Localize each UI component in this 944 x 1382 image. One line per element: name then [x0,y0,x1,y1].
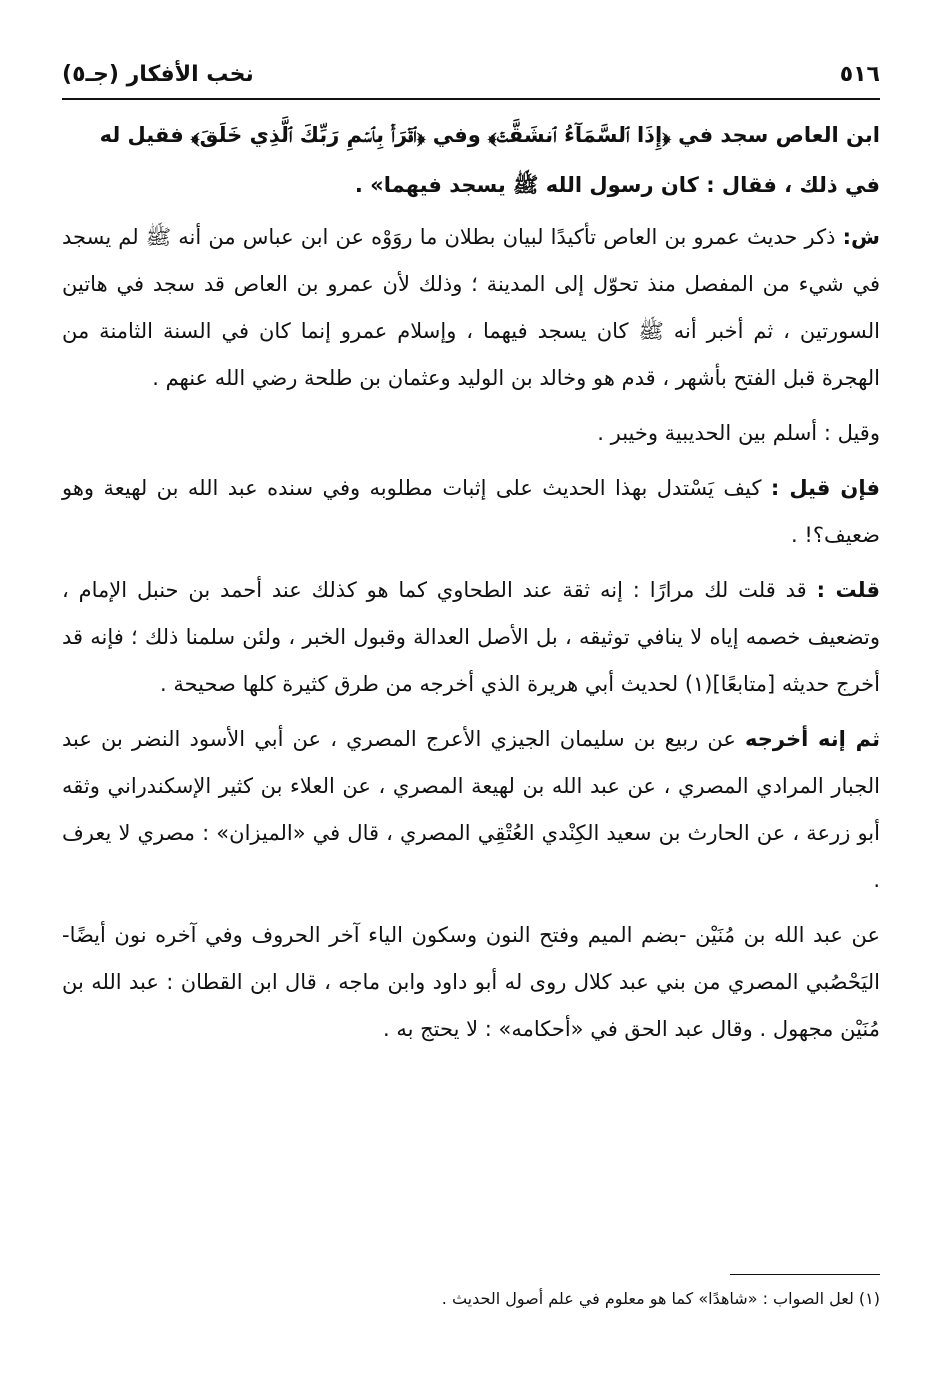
paragraph-text: عن عبد الله بن مُنَيْن -بضم الميم وفتح النون وسكون الياء آخر الحروف وفي آخره نون أيضًا- اليَحْصُبي المصري من بني عبد كلال روى له أبو داود وابن ماجه ، قال ابن القطان : عبد الله بن مُنَيْن مجهول . وقال عبد الحق في «أحكامه» : لا يحتج به . [62,923,880,1041]
paragraph-lead: ثم إنه أخرجه [745,727,880,751]
footnote: (١) لعل الصواب : «شاهدًا» كما هو معلوم في علم أصول الحديث . [441,1289,880,1308]
paragraph-text: عن ربيع بن سليمان الجيزي الأعرج المصري ، عن أبي الأسود النضر بن عبد الجبار المرادي المصري ، عن عبد الله بن لهيعة المصري ، عن العلاء بن كثير الإسكندراني وثقه أبو زرعة ، عن الحارث بن سعيد الكِنْدي العُتْقِي المصري ، قال في «الميزان» : مصري لا يعرف . [62,727,880,892]
document-page [62,62,880,1362]
paragraph-7 [62,912,880,1053]
paragraph-lead: ش: [842,225,880,249]
paragraph-3 [62,410,880,457]
page-number: ٥١٦ [839,62,880,87]
paragraph-2 [62,214,880,402]
paragraph-text: ابن العاص سجد في ﴿إِذَا ٱلسَّمَآءُ ٱنشَقَّتۡ﴾ وفي ﴿ٱقۡرَأۡ بِٱسۡمِ رَبِّكَ ٱلَّذِي خَلَقَ﴾ فقيل له في ذلك ، فقال : كان رسول الله ﷺ يسجد فيهما» . [99,123,880,197]
footnote-rule [730,1274,880,1275]
page-header [62,62,880,98]
book-title: نخب الأفكار (جـ٥) [62,62,254,87]
paragraph-lead: فإن قيل : [770,476,880,500]
paragraph-6 [62,716,880,904]
paragraph-lead: قلت : [816,578,881,602]
paragraph-text: وقيل : أسلم بين الحديبية وخيبر . [597,421,880,445]
paragraph-text: كيف يَسْتدل بهذا الحديث على إثبات مطلوبه وفي سنده عبد الله بن لهيعة وهو ضعيف؟! . [62,476,880,547]
paragraph-text: قد قلت لك مرارًا : إنه ثقة عند الطحاوي كما هو كذلك عند أحمد بن حنبل الإمام ، وتضعيف خصمه إياه لا ينافي توثيقه ، بل الأصل العدالة وقبول الخبر ، ولئن سلمنا ذلك ؛ فإنه قد أخرج حديثه [متابعًا](١) لحديث أبي هريرة الذي أخرجه من طرق كثيرة كلها صحيحة . [62,578,880,696]
paragraph-5 [62,567,880,708]
header-rule [62,98,880,100]
paragraph-1 [62,110,880,210]
paragraph-text: ذكر حديث عمرو بن العاص تأكيدًا لبيان بطلان ما روَوْه عن ابن عباس من أنه ﷺ لم يسجد في شيء من المفصل منذ تحوّل إلى المدينة ؛ وذلك لأن عمرو بن العاص قد سجد في هاتين السورتين ، ثم أخبر أنه ﷺ كان يسجد فيهما ، وإسلام عمرو إنما كان في السنة الثامنة من الهجرة قبل الفتح بأشهر ، قدم هو وخالد بن الوليد وعثمان بن طلحة رضي الله عنهم . [62,225,880,390]
paragraph-4 [62,465,880,559]
